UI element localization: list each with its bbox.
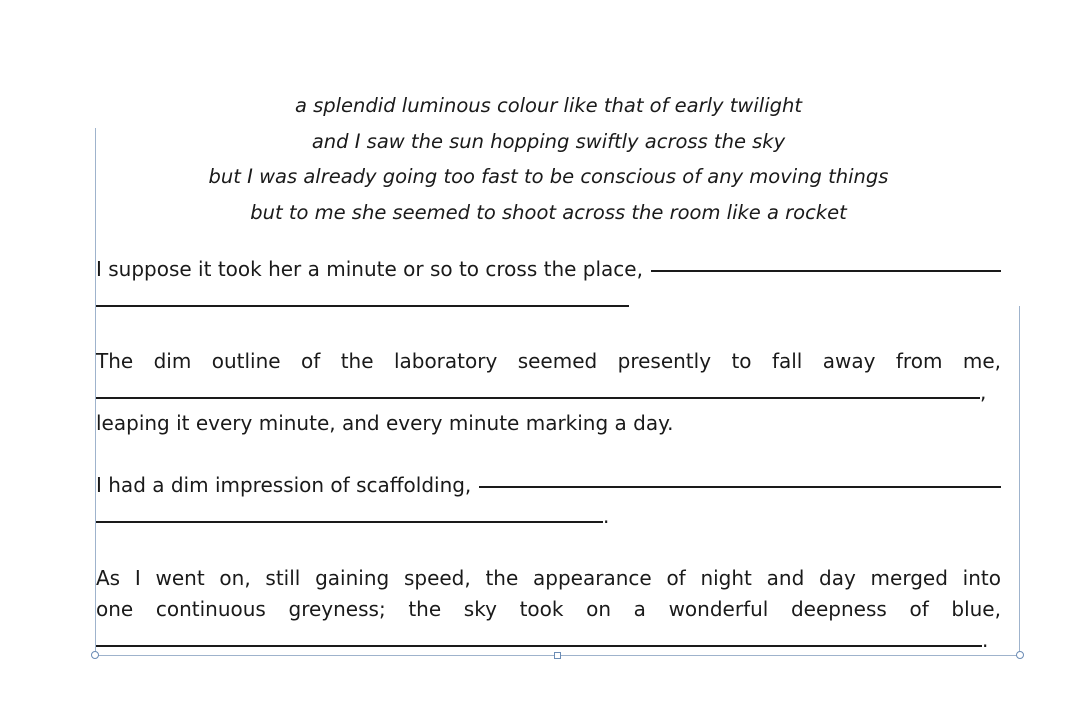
paragraph-4-line-1-word: and: [766, 566, 805, 590]
paragraph-4-line-1-word: gaining: [315, 566, 390, 590]
paragraph-4-line-1-word: into: [962, 566, 1001, 590]
resize-handle-bottom-right[interactable]: [1016, 651, 1024, 659]
paragraph-1-text: I suppose it took her a minute or so to cross the place,: [96, 257, 643, 281]
option-4[interactable]: but to me she seemed to shoot across the room like a rocket: [250, 200, 847, 224]
paragraph-3: [96, 470, 1001, 532]
paragraph-4-line-1-word: speed,: [403, 566, 471, 590]
paragraph-4-line-1-word: the: [485, 566, 519, 590]
answer-options: [96, 88, 1001, 230]
paragraph-4-line-2-word: continuous: [155, 597, 266, 621]
paragraph-2: [96, 346, 1001, 439]
paragraph-4-line-2-word: one: [96, 597, 134, 621]
option-2[interactable]: and I saw the sun hopping swiftly across the sky: [311, 129, 786, 153]
blank-1[interactable]: [651, 254, 1001, 272]
paragraph-4-line-2-word: took: [519, 597, 564, 621]
paragraph-2-word: outline: [211, 349, 281, 373]
text-frame-right-edge: [1019, 306, 1020, 656]
paragraph-4-line-2-word: wonderful: [668, 597, 769, 621]
blank-4-period: .: [982, 628, 989, 652]
paragraph-4-line-2-word: the: [408, 597, 442, 621]
paragraph-4-line-2: [96, 594, 1001, 625]
paragraph-4-line-2-word: of: [909, 597, 929, 621]
blank-3-period: .: [603, 504, 610, 528]
paragraph-4-line-1-word: still: [265, 566, 301, 590]
paragraph-4-line-2-word: a: [633, 597, 646, 621]
blank-4[interactable]: [96, 629, 982, 647]
paragraph-2-word: presently: [617, 349, 712, 373]
blank-3[interactable]: [479, 470, 1001, 488]
blank-1-continued[interactable]: [96, 289, 629, 307]
paragraph-4-line-1-word: merged: [870, 566, 948, 590]
paragraph-1: [96, 254, 1001, 316]
paragraph-4-line-1-word: As: [96, 566, 121, 590]
paragraph-2-word: from: [895, 349, 943, 373]
paragraph-4-line-2-word: greyness;: [288, 597, 386, 621]
paragraph-2-word: seemed: [517, 349, 598, 373]
paragraph-4-line-1-word: day: [819, 566, 856, 590]
paragraph-4-line-2-word: deepness: [790, 597, 887, 621]
paragraph-4-line-1-word: of: [666, 566, 686, 590]
paragraph-4-line-2-word: blue,: [951, 597, 1001, 621]
paragraph-2-word: The: [96, 349, 134, 373]
paragraph-3-text: I had a dim impression of scaffolding,: [96, 473, 472, 497]
paragraph-2-word: me,: [962, 349, 1001, 373]
paragraph-4-line-1: [96, 563, 1001, 594]
paragraph-2-word: dim: [153, 349, 192, 373]
paragraph-4-line-1-word: went: [155, 566, 205, 590]
paragraph-4-line-1-word: I: [134, 566, 141, 590]
paragraph-4: [96, 563, 1001, 656]
option-1[interactable]: a splendid luminous colour like that of early twilight: [294, 94, 803, 117]
paragraph-2-word: laboratory: [393, 349, 498, 373]
paragraph-2-word: of: [301, 349, 321, 373]
blank-3-continued[interactable]: [96, 505, 603, 523]
blank-2[interactable]: [96, 381, 980, 399]
paragraph-2-text-after: leaping it every minute, and every minute marking a day.: [96, 411, 674, 435]
paragraph-4-line-1-word: appearance: [533, 566, 652, 590]
paragraph-2-word: away: [822, 349, 876, 373]
paragraph-2-word: to: [731, 349, 752, 373]
paragraph-4-line-1-word: on,: [219, 566, 251, 590]
option-3[interactable]: but I was already going too fast to be conscious of any moving things: [208, 165, 889, 188]
paragraph-4-line-1-word: night: [700, 566, 752, 590]
paragraph-4-line-2-word: on: [586, 597, 612, 621]
blank-2-comma: ,: [980, 380, 987, 404]
paragraph-2-word: the: [340, 349, 374, 373]
paragraph-2-line-1: [96, 346, 1001, 377]
paragraph-4-line-2-word: sky: [463, 597, 497, 621]
paragraph-2-word: fall: [771, 349, 803, 373]
